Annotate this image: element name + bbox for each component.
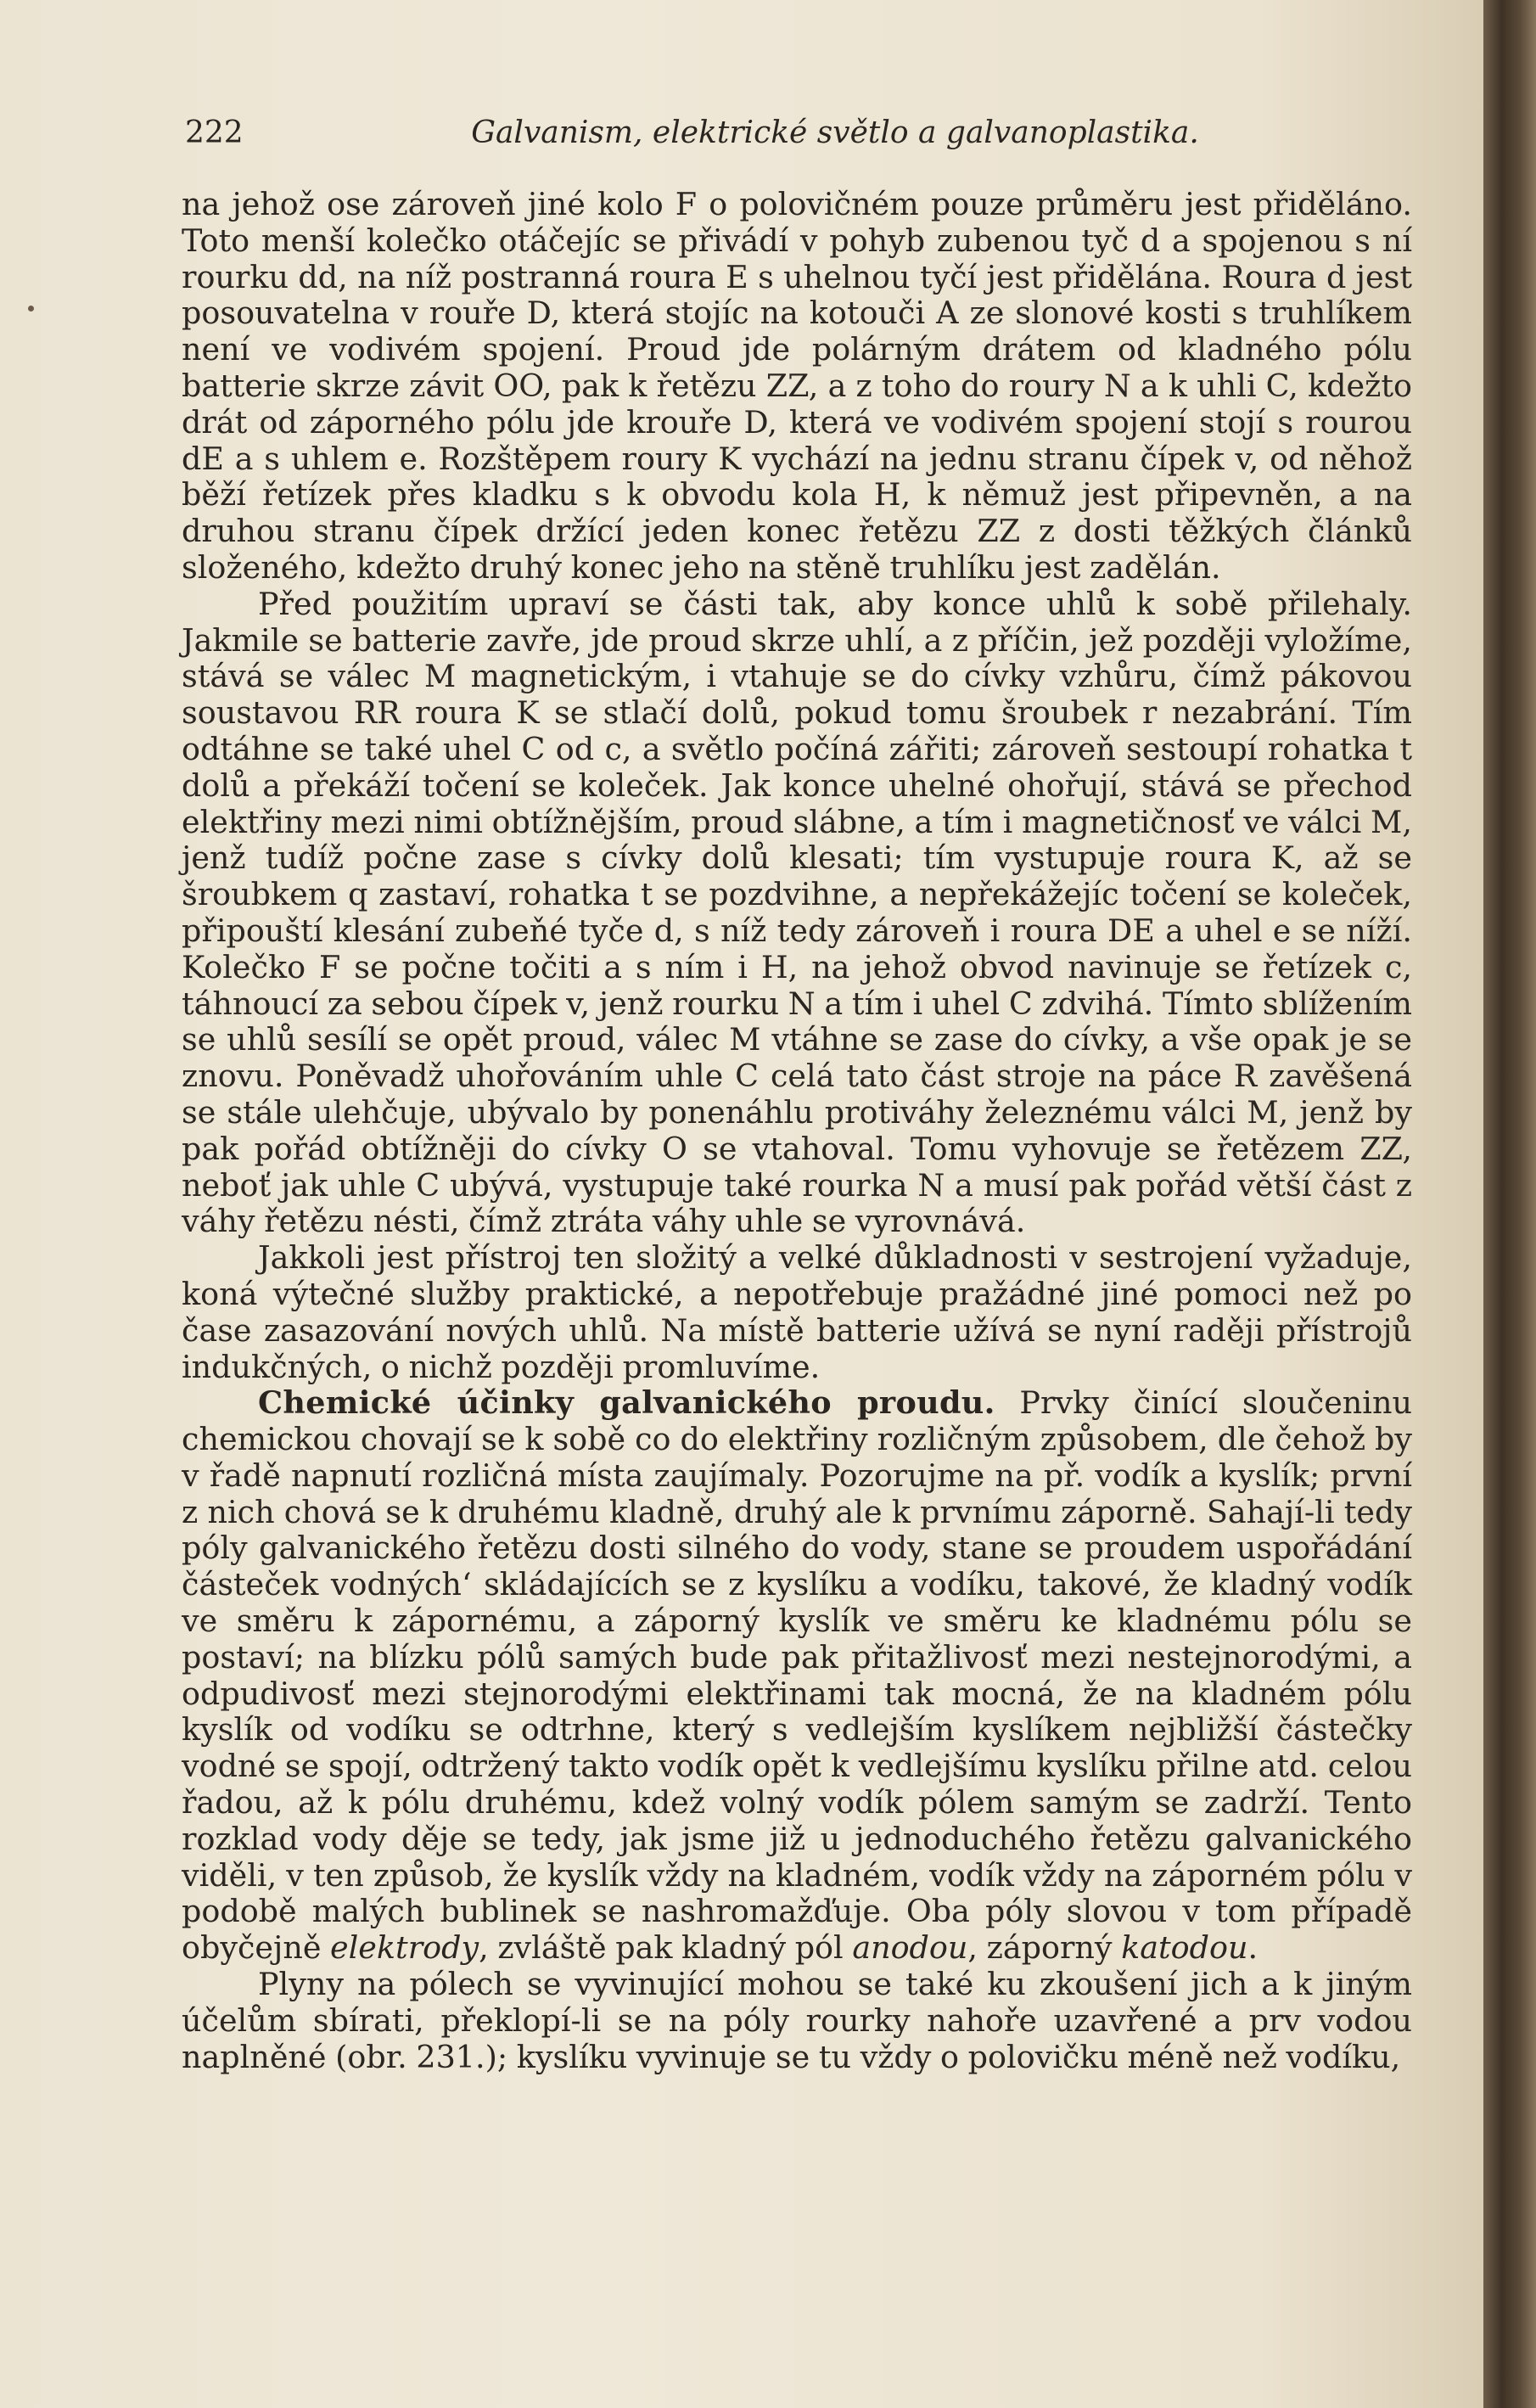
paragraph-4-mid2: , záporný [967,1929,1122,1967]
paragraph-1: na jehož ose zároveň jiné kolo F o polovičném pouze průměru jest přiděláno. Toto menší kolečko otáčejíc se přivádí v pohyb zubenou tyč d a spojenou s ní rourku dd, na níž postranná roura E s uhelnou tyčí jest přidělána. Roura d jest posouvatelna v rouře D, která stojíc na kotouči A ze slonové kosti s truhlíkem není ve vodivém spojení. Proud jde polárným drátem od kladného pólu batterie skrze závit OO, pak k řetězu ZZ, a z toho do roury N a k uhli C, kdežto drát od záporného pólu jde krouře D, která ve vodivém spojení stojí s rourou dE a s uhlem e. Rozštěpem roury K vychází na jednu stranu čípek v, od něhož běží řetízek přes kladku s k obvodu kola H, k němuž jest připevněn, a na druhou stranu čípek držící jeden konec řetězu ZZ z dosti těžkých článků složeného, kdežto druhý konec jeho na stěně truhlíku jest zadělán. [182,186,1412,586]
book-spine-edge [1483,0,1536,2408]
paragraph-4 [182,1385,1412,1967]
paragraph-5: Plyny na pólech se vyvinující mohou se také ku zkoušení jich a k jiným účelům sbírati, překlopí-li se na póly rourky nahoře uzavřené a prv vodou naplněné (obr. 231.); kyslíku vyvinuje se tu vždy o polovičku méně než vodíku, [182,1966,1412,2075]
ink-speck [28,306,34,312]
section-lead-heading: Chemické účinky galvanického proudu. [258,1384,995,1422]
paragraph-4-body: Prvky činící sloučeninu chemickou chovají se k sobě co do elektřiny rozličným způsobem, dle čehož by v řadě napnutí rozličná místa zaujímaly. Pozorujme na př. vodík a kyslík; první z nich chová se k druhému kladně, druhý ale k prvnímu záporně. Sahají-li tedy póly galvanického řetězu dosti silného do vody, stane se proudem uspořádání částeček vodných‘ skládajících se z kyslíku a vodíku, takové, že kladný vodík ve směru k zápornému, a záporný kyslík ve směru ke kladnému pólu se postaví; na blízku pólů samých bude pak přitažlivosť mezi nestejnorodými, a odpudivosť mezi stejnorodými elektřinami tak mocná, že na kladném pólu kyslík od vodíku se odtrhne, který s vedlejším kyslíkem nejbližší částečky vodné se spojí, odtržený takto vodík opět k vedlejšímu kyslíku přilne atd. celou řadou, až k pólu druhému, kdež volný vodík pólem samým se zadrží. Tento rozklad vody děje se tedy, jak jsme již u jednoduchého řetězu galvanického viděli, v ten způsob, že kyslík vždy na kladném, vodík vždy na záporném pólu v podobě malých bublinek se nashromažďuje. Oba póly slovou v tom případě obyčejně [182,1384,1412,1967]
term-anodou: anodou [852,1929,968,1967]
paragraph-3: Jakkoli jest přístroj ten složitý a velké důkladnosti v sestrojení vyžaduje, koná výtečné služby praktické, a nepotřebuje pražádné jiné pomoci než po čase zasazování nových uhlů. Na místě batterie užívá se nyní raději přístrojů indukčných, o nichž později promluvíme. [182,1239,1412,1385]
paragraph-4-mid: , zvláště pak kladný pól [479,1929,853,1967]
paragraph-2: Před použitím upraví se části tak, aby konce uhlů k sobě přilehaly. Jakmile se batterie zavře, jde proud skrze uhlí, a z příčin, jež později vyložíme, stává se válec M magnetickým, i vtahuje se do cívky vzhůru, čímž pákovou soustavou RR roura K se stlačí dolů, pokud tomu šroubek r nezabrání. Tím odtáhne se také uhel C od c, a světlo počíná zářiti; zároveň sestoupí rohatka t dolů a překáží točení se koleček. Jak konce uhelné ohořují, stává se přechod elektřiny mezi nimi obtížnějším, proud slábne, a tím i magnetičnosť ve válci M, jenž tudíž počne zase s cívky dolů klesati; tím vystupuje roura K, až se šroubkem q zastaví, rohatka t se pozdvihne, a nepřekážejíc točení se koleček, připouští klesání zubeňé tyče d, s níž tedy zároveň i roura DE a uhel e se níží. Kolečko F se počne točiti a s ním i H, na jehož obvod navinuje se řetízek c, táhnoucí za sebou čípek v, jenž rourku N a tím i uhel C zdvihá. Tímto sblížením se uhlů sesílí se opět proud, válec M vtáhne se zase do cívky, a vše opak je se znovu. Poněvadž uhořováním uhle C celá tato část stroje na páce R zavěšená se stále ulehčuje, ubývalo by ponenáhlu protiváhy železnému válci M, jenž by pak pořád obtížněji do cívky O se vtahoval. Tomu vyhovuje se řetězem ZZ, neboť jak uhle C ubývá, vystupuje také rourka N a musí pak pořád větší část z váhy řetězu nésti, čímž ztráta váhy uhle se vyrovnává. [182,585,1412,1240]
running-title: Galvanism, elektrické světlo a galvanoplastika. [471,115,1199,150]
term-katodou: katodou [1121,1929,1248,1967]
body-text [182,187,1412,2075]
term-elektrody: elektrody [330,1929,479,1967]
paragraph-4-end: . [1247,1929,1259,1967]
page-number: 222 [185,115,244,150]
page-header [182,115,1412,156]
